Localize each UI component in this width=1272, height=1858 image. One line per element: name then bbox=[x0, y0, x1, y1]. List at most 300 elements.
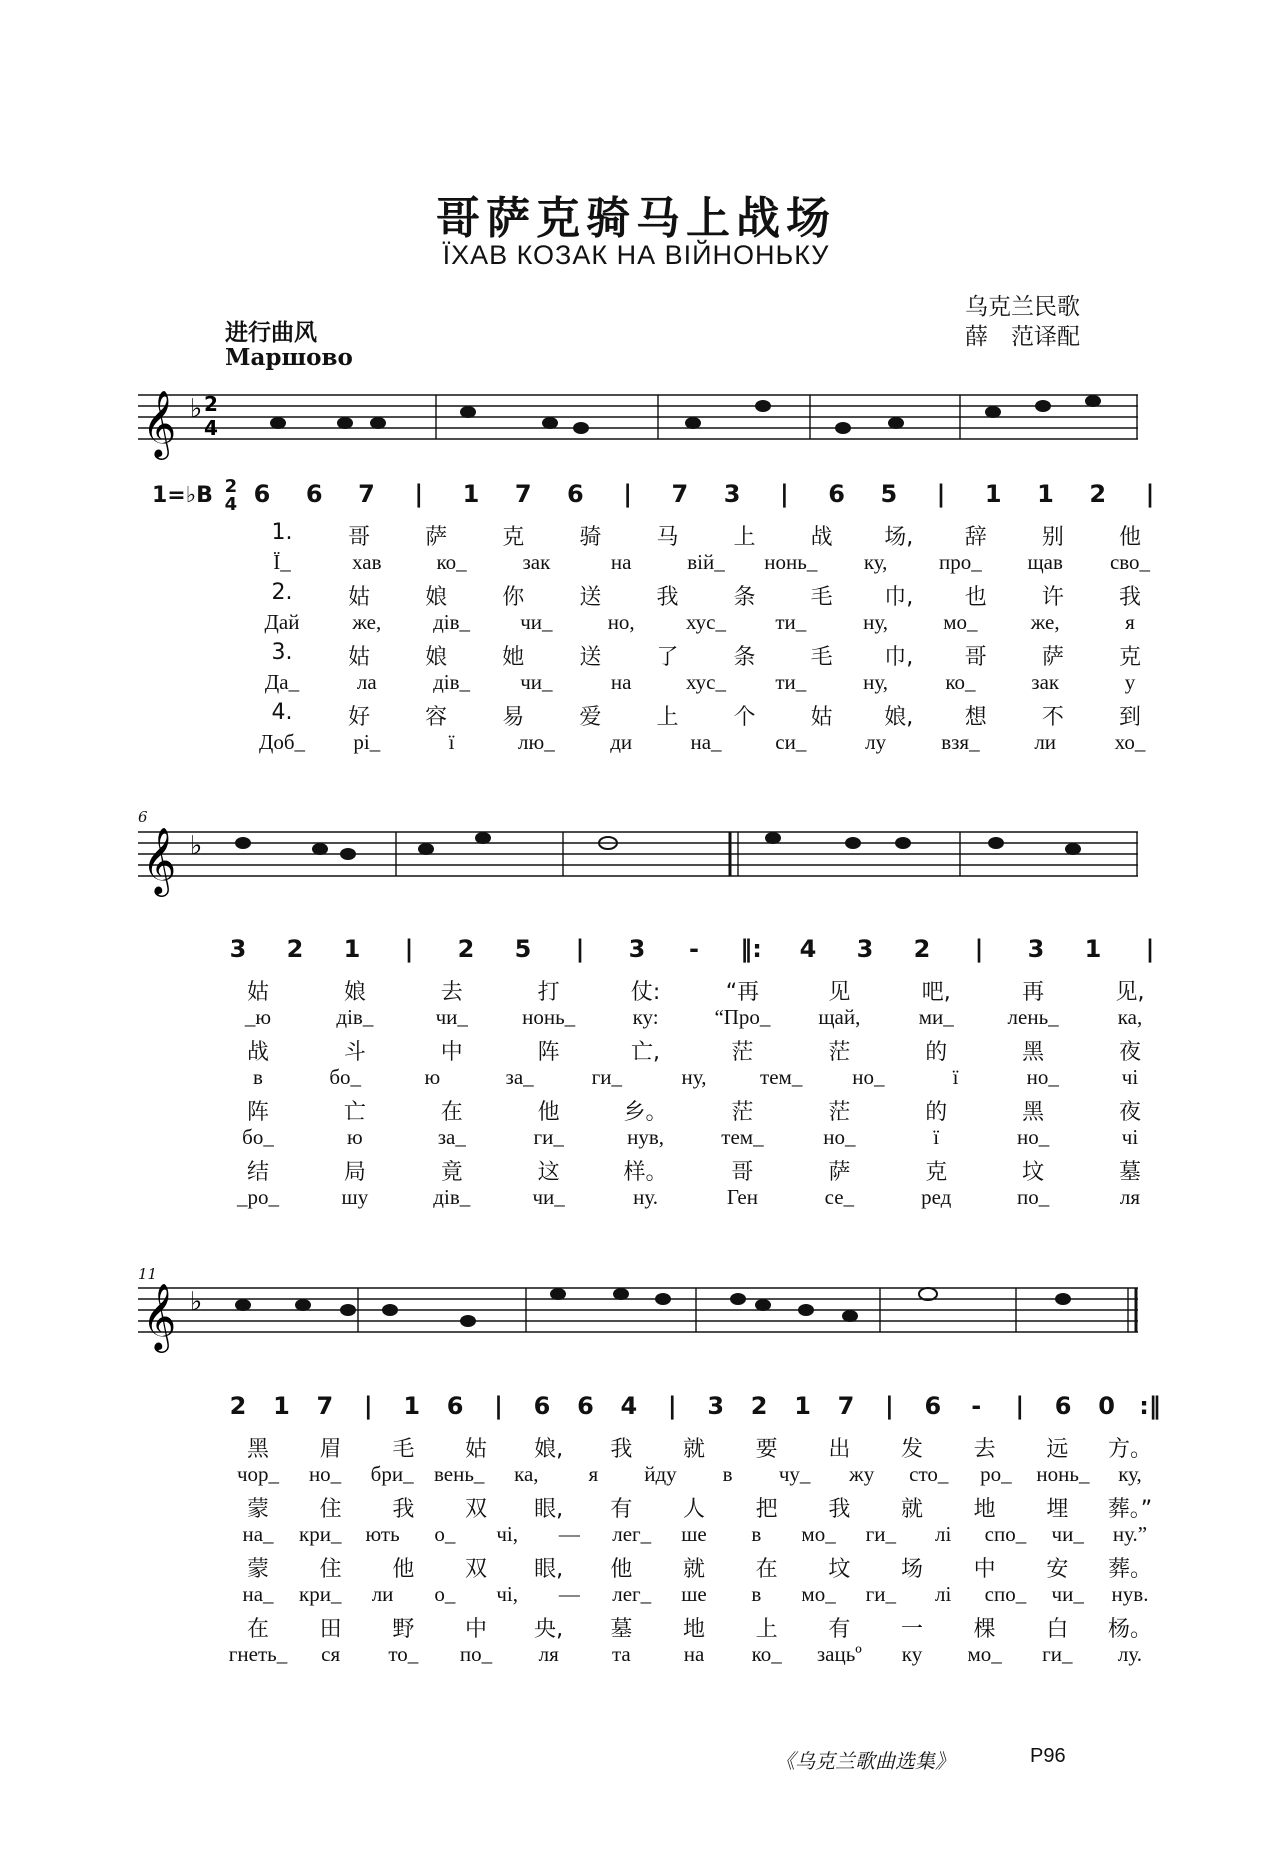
svg-text:2: 2 bbox=[204, 392, 218, 416]
lyric-syllable: “Про_ bbox=[714, 1005, 771, 1029]
lyric-syllable: нонь_ bbox=[764, 550, 818, 574]
lyric-syllable: 场 bbox=[900, 1557, 924, 1582]
lyric-syllable: 夜 bbox=[1118, 1040, 1142, 1065]
jianpu-note: 6 bbox=[305, 480, 323, 508]
lyric-syllable: 乡。 bbox=[623, 1100, 668, 1125]
lyric-syllable: 黑 bbox=[1022, 1100, 1045, 1125]
lyric-syllable: ну, bbox=[863, 670, 889, 694]
lyric-syllable: 就 bbox=[682, 1437, 706, 1462]
lyric-syllable: ли bbox=[1034, 730, 1057, 754]
lyric-syllable: чи_ bbox=[1051, 1582, 1084, 1606]
svg-text:𝄞: 𝄞 bbox=[142, 826, 177, 894]
lyric-syllable: 蒙 bbox=[246, 1557, 270, 1582]
lyric-syllable: 茫 bbox=[731, 1100, 754, 1125]
lyric-syllable: 就 bbox=[682, 1557, 706, 1582]
lyric-syllable: мо_ bbox=[943, 610, 978, 634]
lyric-syllable: 把 bbox=[755, 1497, 778, 1522]
lyric-syllable: 萨 bbox=[1041, 645, 1064, 670]
lyric-syllable: 葬。 bbox=[1107, 1557, 1153, 1582]
lyric-syllable: 他 bbox=[1118, 525, 1142, 550]
lyric-syllable: ку bbox=[901, 1642, 923, 1666]
lyric-syllable: лу bbox=[865, 730, 887, 754]
jianpu-note: 7 bbox=[837, 1392, 855, 1420]
lyric-syllable: 我 bbox=[392, 1497, 415, 1522]
jianpu-note: 1 bbox=[273, 1392, 290, 1420]
lyric-syllable: 想 bbox=[964, 705, 987, 730]
lyric-syllable: 蒙 bbox=[246, 1497, 270, 1522]
lyric-syllable: 你 bbox=[502, 585, 525, 610]
lyric-syllable: дів_ bbox=[336, 1005, 374, 1029]
lyric-syllable: 局 bbox=[343, 1160, 366, 1185]
lyric-syllable: 他 bbox=[537, 1100, 560, 1125]
lyric-syllable: зацьº bbox=[816, 1642, 862, 1666]
lyric-syllable: 茫 bbox=[731, 1040, 754, 1065]
lyric-syllable: 阵 bbox=[537, 1040, 560, 1065]
jianpu-note: 5 bbox=[514, 935, 532, 963]
lyric-syllable: ну. bbox=[633, 1185, 658, 1209]
lyric-syllable: 的 bbox=[925, 1040, 948, 1065]
lyric-syllable: ля bbox=[538, 1642, 559, 1666]
lyric-syllable: ко_ bbox=[436, 550, 467, 574]
lyric-syllable: ко_ bbox=[751, 1642, 782, 1666]
lyric-syllable: ку, bbox=[863, 550, 888, 574]
lyric-syllable: 住 bbox=[319, 1557, 342, 1582]
lyric-syllable: _ро_ bbox=[237, 1185, 279, 1209]
lyric-syllable: 姑 bbox=[348, 585, 371, 610]
lyric-syllable: 样。 bbox=[623, 1160, 668, 1185]
lyric-syllable: 中 bbox=[464, 1617, 488, 1642]
lyric-syllable: на bbox=[610, 550, 632, 574]
barline: | bbox=[575, 935, 585, 963]
lyric-syllable: “再 bbox=[725, 980, 760, 1005]
lyric-syllable: хо_ bbox=[1114, 730, 1146, 754]
lyric-syllable: ми_ bbox=[918, 1005, 954, 1029]
lyric-syllable: 有 bbox=[828, 1617, 851, 1642]
lyric-syllable: чи_ bbox=[520, 670, 553, 694]
lyric-syllable: 战 bbox=[810, 525, 833, 550]
barline: | bbox=[667, 1392, 677, 1420]
lyric-syllable: чі, bbox=[496, 1522, 518, 1546]
jianpu-note: 6 bbox=[828, 480, 845, 508]
lyric-syllable: тем_ bbox=[760, 1065, 803, 1089]
lyric-syllable: ну, bbox=[681, 1065, 707, 1089]
jianpu-note: 5 bbox=[880, 480, 898, 508]
lyric-syllable: ля bbox=[1119, 1185, 1141, 1209]
barline: | bbox=[779, 480, 789, 508]
lyric-syllable: но_ bbox=[1026, 1065, 1059, 1089]
lyric-syllable: 了 bbox=[656, 645, 679, 670]
jianpu-note: 1 bbox=[462, 480, 480, 508]
lyric-syllable: 娘 bbox=[425, 585, 448, 610]
lyric-syllable: щай, bbox=[818, 1005, 861, 1029]
jianpu-note: 3 bbox=[1027, 935, 1045, 963]
lyric-syllable: 姑 bbox=[464, 1437, 488, 1462]
lyric-syllable: мо_ bbox=[967, 1642, 1002, 1666]
lyric-syllable: 打 bbox=[537, 980, 560, 1005]
lyric-syllable: 仗: bbox=[630, 980, 661, 1005]
barline: | bbox=[623, 480, 633, 508]
lyric-syllable: 娘, bbox=[884, 705, 914, 730]
lyric-syllable: 就 bbox=[900, 1497, 924, 1522]
lyric-syllable: в bbox=[751, 1522, 762, 1546]
lyric-syllable: 竟 bbox=[440, 1160, 463, 1185]
lyric-syllable: та bbox=[611, 1642, 631, 1666]
lyric-syllable: ги_ bbox=[1042, 1642, 1073, 1666]
lyric-syllable: нонь_ bbox=[1036, 1462, 1090, 1486]
lyric-syllable: ка, bbox=[514, 1462, 539, 1486]
jianpu-note: 6 bbox=[253, 480, 271, 508]
lyric-syllable: 条 bbox=[733, 585, 756, 610]
lyric-syllable: ро_ bbox=[980, 1462, 1012, 1486]
lyric-syllable: ред bbox=[921, 1185, 952, 1209]
lyric-syllable: по_ bbox=[459, 1642, 493, 1666]
lyric-syllable: Доб_ bbox=[258, 730, 306, 754]
lyric-syllable: но_ bbox=[1016, 1125, 1050, 1149]
lyric-syllable: дів_ bbox=[433, 610, 471, 634]
lyric-syllable: си_ bbox=[775, 730, 807, 754]
lyric-syllable: ну.” bbox=[1112, 1522, 1148, 1546]
lyric-syllable: ше bbox=[681, 1522, 707, 1546]
jianpu-note: 6 bbox=[1054, 1392, 1072, 1420]
lyric-syllable: йду bbox=[644, 1462, 677, 1486]
lyric-syllable: лі bbox=[934, 1522, 952, 1546]
lyric-syllable: чі bbox=[1121, 1125, 1139, 1149]
lyric-syllable: ти_ bbox=[775, 610, 807, 634]
lyric-syllable: 墓 bbox=[1118, 1160, 1142, 1185]
lyric-syllable: ку, bbox=[1118, 1462, 1142, 1486]
lyric-syllable: 送 bbox=[579, 645, 602, 670]
lyric-syllable: 巾, bbox=[884, 585, 914, 610]
lyric-syllable: 阵 bbox=[246, 1100, 270, 1125]
song-arranger: 薛 范译配 bbox=[965, 324, 1080, 350]
lyric-syllable: 人 bbox=[682, 1497, 706, 1522]
lyric-syllable: чі, bbox=[496, 1582, 518, 1606]
lyric-syllable: 野 bbox=[392, 1617, 415, 1642]
lyric-syllable: 安 bbox=[1046, 1557, 1069, 1582]
lyric-syllable: 容 bbox=[425, 705, 448, 730]
jianpu-note: 2 bbox=[286, 935, 304, 963]
lyric-syllable: 条 bbox=[733, 645, 756, 670]
lyric-syllable: 亡 bbox=[343, 1100, 366, 1125]
lyric-syllable: 姑 bbox=[246, 980, 270, 1005]
lyric-syllable: чи_ bbox=[435, 1005, 468, 1029]
lyric-syllable: 哥 bbox=[348, 525, 371, 550]
jianpu-note: 3 bbox=[229, 935, 247, 963]
lyric-syllable: спо_ bbox=[984, 1522, 1027, 1546]
staff-system-3 bbox=[138, 1268, 1138, 1358]
lyric-syllable: лю_ bbox=[518, 730, 555, 754]
lyric-syllable: щав bbox=[1027, 550, 1063, 574]
lyric-syllable: чи_ bbox=[1051, 1522, 1084, 1546]
lyric-syllable: 地 bbox=[973, 1497, 996, 1522]
lyric-syllable: 爱 bbox=[579, 705, 602, 730]
lyric-syllable: 地 bbox=[682, 1617, 706, 1642]
lyric-syllable: 娘 bbox=[425, 645, 448, 670]
lyric-syllable: кри_ bbox=[299, 1582, 342, 1606]
lyric-syllable: бри_ bbox=[370, 1462, 414, 1486]
lyric-syllable: 她 bbox=[502, 645, 525, 670]
lyric-syllable: взя_ bbox=[941, 730, 980, 754]
lyric-syllable: ю bbox=[347, 1125, 363, 1149]
lyric-syllable: 场, bbox=[884, 525, 914, 550]
jianpu-note: :‖ bbox=[1139, 1392, 1161, 1420]
lyric-syllable: 这 bbox=[537, 1160, 560, 1185]
lyric-syllable: 姑 bbox=[810, 705, 833, 730]
lyric-syllable: в bbox=[751, 1582, 762, 1606]
lyric-syllable: 许 bbox=[1041, 585, 1064, 610]
staff-system-2 bbox=[138, 812, 1138, 902]
lyric-syllable: 中 bbox=[973, 1557, 996, 1582]
lyric-syllable: зак bbox=[1031, 670, 1060, 694]
jianpu-note: - bbox=[971, 1392, 982, 1420]
lyric-syllable: 我 bbox=[1118, 585, 1142, 610]
lyric-syllable: Ген bbox=[726, 1185, 758, 1209]
lyric-syllable: 他 bbox=[610, 1557, 633, 1582]
lyric-syllable: хав bbox=[352, 550, 382, 574]
lyric-syllable: 上 bbox=[656, 705, 679, 730]
lyric-syllable: ї bbox=[933, 1125, 940, 1149]
jianpu-note: 7 bbox=[358, 480, 375, 508]
lyric-syllable: 别 bbox=[1041, 525, 1064, 550]
lyric-syllable: лу. bbox=[1117, 1642, 1143, 1666]
lyric-syllable: 埋 bbox=[1046, 1497, 1069, 1522]
jianpu-note: 3 bbox=[707, 1392, 725, 1420]
svg-text:♭: ♭ bbox=[190, 394, 203, 424]
lyric-syllable: хус_ bbox=[685, 610, 727, 634]
lyric-syllable: 哥 bbox=[964, 645, 987, 670]
lyric-syllable: 出 bbox=[828, 1437, 851, 1462]
lyric-syllable: 墓 bbox=[610, 1617, 633, 1642]
lyric-syllable: ся bbox=[321, 1642, 341, 1666]
source-citation: 《乌克兰歌曲选集》 bbox=[775, 1749, 955, 1773]
lyric-syllable: 发 bbox=[900, 1437, 924, 1462]
lyric-syllable: 毛 bbox=[810, 585, 833, 610]
barline: | bbox=[1145, 480, 1155, 508]
lyric-syllable: 2. bbox=[271, 580, 293, 605]
lyric-syllable: 吧, bbox=[921, 980, 951, 1005]
lyric-syllable: на_ bbox=[242, 1582, 274, 1606]
lyric-syllable: ше bbox=[681, 1582, 707, 1606]
lyric-syllable: я bbox=[1125, 610, 1135, 634]
lyric-syllable: 我 bbox=[610, 1437, 633, 1462]
lyric-syllable: по_ bbox=[1016, 1185, 1050, 1209]
lyric-syllable: Ї_ bbox=[273, 550, 291, 574]
lyric-syllable: лег_ bbox=[612, 1522, 652, 1546]
lyric-syllable: 萨 bbox=[425, 525, 448, 550]
lyric-syllable: ги_ bbox=[865, 1522, 897, 1546]
lyric-syllable: нонь_ bbox=[522, 1005, 576, 1029]
barline: | bbox=[404, 935, 414, 963]
lyric-syllable: чі bbox=[1121, 1065, 1139, 1089]
jianpu-note: 6 bbox=[567, 480, 584, 508]
lyric-syllable: ка, bbox=[1117, 1005, 1143, 1029]
jianpu-note: 2 bbox=[750, 1392, 768, 1420]
lyric-syllable: 去 bbox=[440, 980, 463, 1005]
lyric-syllable: 克 bbox=[502, 525, 525, 550]
lyric-syllable: лень_ bbox=[1007, 1005, 1059, 1029]
lyric-syllable: на_ bbox=[242, 1522, 274, 1546]
lyric-syllable: 眉 bbox=[319, 1437, 342, 1462]
svg-text:4: 4 bbox=[204, 416, 218, 440]
lyric-syllable: 远 bbox=[1046, 1437, 1069, 1462]
lyric-syllable: на bbox=[683, 1642, 705, 1666]
tempo-marking-cn: 进行曲风 bbox=[225, 320, 317, 346]
lyric-syllable: 黑 bbox=[246, 1437, 270, 1462]
jianpu-note: - bbox=[689, 935, 699, 963]
lyric-syllable: 中 bbox=[440, 1040, 463, 1065]
song-title: 哥萨克骑马上战场 bbox=[436, 193, 836, 244]
jianpu-note: 7 bbox=[514, 480, 532, 508]
lyric-syllable: 眼, bbox=[534, 1497, 564, 1522]
lyric-syllable: гнеть_ bbox=[228, 1642, 288, 1666]
jianpu-note: 6 bbox=[446, 1392, 464, 1420]
lyric-syllable: 战 bbox=[246, 1040, 270, 1065]
lyric-syllable: 个 bbox=[733, 705, 756, 730]
lyric-syllable: 到 bbox=[1118, 705, 1142, 730]
lyric-syllable: рі_ bbox=[353, 730, 381, 754]
jianpu-note: 1 bbox=[794, 1392, 811, 1420]
lyric-syllable: 不 bbox=[1041, 705, 1064, 730]
lyric-syllable: о_ bbox=[434, 1522, 456, 1546]
lyric-syllable: 眼, bbox=[534, 1557, 564, 1582]
lyric-syllable: у bbox=[1124, 670, 1136, 694]
lyric-syllable: но_ bbox=[852, 1065, 885, 1089]
lyric-syllable: 央, bbox=[534, 1617, 564, 1642]
lyric-syllable: 巾, bbox=[884, 645, 914, 670]
lyric-syllable: ги_ bbox=[591, 1065, 622, 1089]
lyric-syllable: 在 bbox=[755, 1557, 778, 1582]
lyric-syllable: сто_ bbox=[909, 1462, 949, 1486]
jianpu-note: 1 bbox=[984, 480, 1002, 508]
lyric-syllable: 骑 bbox=[579, 525, 602, 550]
lyric-syllable: же, bbox=[1030, 610, 1060, 634]
svg-text:♭: ♭ bbox=[190, 1287, 203, 1317]
lyric-syllable: 的 bbox=[925, 1100, 948, 1125]
staff-system-1 bbox=[138, 375, 1138, 465]
jianpu-note: ‖: bbox=[740, 935, 762, 963]
lyric-syllable: Да_ bbox=[264, 670, 300, 694]
jianpu-note: 0 bbox=[1098, 1392, 1115, 1420]
lyric-syllable: мо_ bbox=[801, 1522, 836, 1546]
lyric-syllable: 一 bbox=[900, 1617, 924, 1642]
jianpu-note: 6 bbox=[924, 1392, 942, 1420]
lyric-syllable: на bbox=[610, 670, 632, 694]
lyric-syllable: 坟 bbox=[828, 1557, 851, 1582]
lyric-syllable: 上 bbox=[755, 1617, 778, 1642]
lyric-syllable: про_ bbox=[939, 550, 982, 574]
barline: | bbox=[1145, 935, 1155, 963]
treble-clef-icon: 𝄞 bbox=[142, 389, 177, 457]
lyric-syllable: 再 bbox=[1022, 980, 1045, 1005]
lyric-syllable: за_ bbox=[437, 1125, 466, 1149]
lyric-syllable: 去 bbox=[973, 1437, 996, 1462]
lyric-syllable: вій_ bbox=[687, 550, 725, 574]
lyric-syllable: 上 bbox=[733, 525, 756, 550]
key-text: 1=♭B bbox=[152, 483, 213, 508]
jianpu-note: 3 bbox=[628, 935, 646, 963]
lyric-syllable: ли bbox=[371, 1582, 394, 1606]
jianpu-note: 1 bbox=[403, 1392, 421, 1420]
lyric-syllable: 4. bbox=[271, 700, 293, 725]
jianpu-note: 1 bbox=[1037, 480, 1054, 508]
jianpu-note: 2 bbox=[913, 935, 931, 963]
lyric-syllable: ди bbox=[610, 730, 633, 754]
lyric-syllable: хус_ bbox=[685, 670, 727, 694]
lyric-syllable: зак bbox=[522, 550, 551, 574]
jianpu-note: 6 bbox=[577, 1392, 594, 1420]
jianpu-note: 4 bbox=[620, 1392, 638, 1420]
time-sig-top: 2 bbox=[224, 476, 238, 497]
lyric-syllable: 夜 bbox=[1118, 1100, 1142, 1125]
lyric-syllable: 克 bbox=[925, 1160, 948, 1185]
lyric-syllable: сво_ bbox=[1109, 550, 1151, 574]
lyric-syllable: Дай bbox=[264, 610, 300, 634]
lyric-syllable: ку: bbox=[632, 1005, 659, 1029]
lyric-syllable: 在 bbox=[440, 1100, 463, 1125]
lyric-syllable: 哥 bbox=[731, 1160, 754, 1185]
lyric-syllable: 白 bbox=[1046, 1617, 1069, 1642]
lyric-syllable: 萨 bbox=[828, 1160, 851, 1185]
barline: | bbox=[936, 480, 946, 508]
jianpu-note: 1 bbox=[343, 935, 361, 963]
svg-text:𝄞: 𝄞 bbox=[142, 1282, 177, 1350]
lyric-syllable: 结 bbox=[246, 1160, 270, 1185]
lyric-syllable: 马 bbox=[656, 525, 679, 550]
lyric-syllable: кри_ bbox=[299, 1522, 342, 1546]
barline: | bbox=[974, 935, 984, 963]
lyric-syllable: 毛 bbox=[810, 645, 833, 670]
lyric-syllable: чу_ bbox=[778, 1462, 811, 1486]
barline: | bbox=[414, 480, 424, 508]
lyric-syllable: ла bbox=[356, 670, 377, 694]
bar-number-6: 6 bbox=[138, 808, 148, 826]
lyric-syllable: ну, bbox=[863, 610, 889, 634]
lyric-syllable: в bbox=[253, 1065, 263, 1089]
lyric-syllable: 要 bbox=[755, 1437, 778, 1462]
jianpu-note: 7 bbox=[316, 1392, 334, 1420]
lyric-syllable: тем_ bbox=[721, 1125, 764, 1149]
jianpu-note: 2 bbox=[229, 1392, 247, 1420]
lyric-syllable: бо_ bbox=[329, 1065, 362, 1089]
lyric-syllable: 娘, bbox=[534, 1437, 564, 1462]
lyric-syllable: 我 bbox=[656, 585, 679, 610]
lyric-syllable: 3. bbox=[271, 640, 293, 665]
lyric-syllable: дів_ bbox=[433, 670, 471, 694]
lyric-syllable: жу bbox=[849, 1462, 875, 1486]
lyric-syllable: мо_ bbox=[801, 1582, 836, 1606]
lyric-syllable: 娘 bbox=[343, 980, 366, 1005]
jianpu-note: 6 bbox=[533, 1392, 551, 1420]
page-number: P96 bbox=[1030, 1745, 1066, 1767]
barline: | bbox=[885, 1392, 894, 1420]
lyric-syllable: ють bbox=[365, 1522, 400, 1546]
key-signature-label bbox=[152, 478, 237, 514]
time-sig-bottom: 4 bbox=[224, 494, 238, 515]
lyric-syllable: 我 bbox=[828, 1497, 851, 1522]
lyric-syllable: за_ bbox=[505, 1065, 534, 1089]
lyric-syllable: 双 bbox=[464, 1557, 488, 1582]
barline: | bbox=[1015, 1392, 1025, 1420]
lyric-syllable: ги_ bbox=[533, 1125, 564, 1149]
lyric-syllable: 好 bbox=[348, 705, 371, 730]
lyric-syllable: 他 bbox=[392, 1557, 415, 1582]
lyric-syllable: 也 bbox=[964, 585, 987, 610]
lyric-syllable: 葬。” bbox=[1107, 1497, 1153, 1522]
lyric-syllable: се_ bbox=[824, 1185, 855, 1209]
jianpu-note: 4 bbox=[799, 935, 817, 963]
lyric-syllable: 在 bbox=[246, 1617, 270, 1642]
lyric-syllable: — bbox=[558, 1582, 580, 1606]
